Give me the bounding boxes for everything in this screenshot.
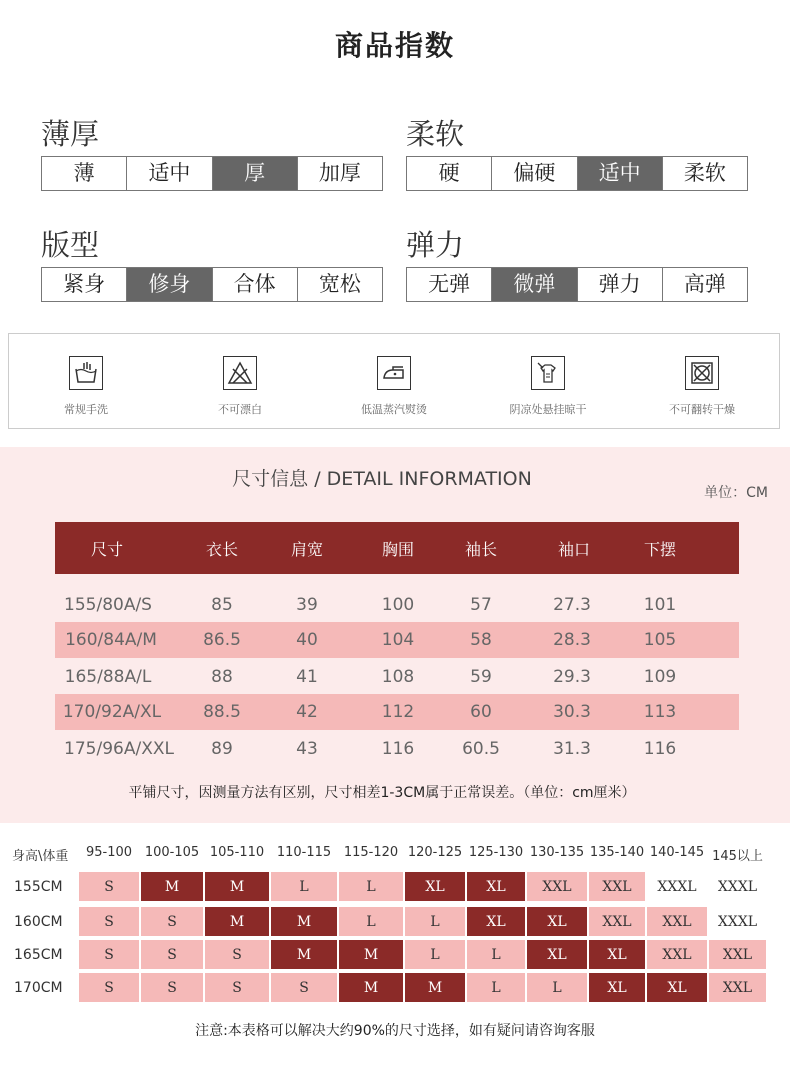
no-tumble-dry-icon (685, 356, 719, 390)
weight-header: 125-130 (468, 845, 524, 860)
weight-header: 145以上 (712, 849, 763, 864)
corner-label: 身高\体重 (12, 849, 69, 864)
size-cell: S (78, 939, 140, 970)
page-title: 商品指数 (334, 29, 455, 62)
size-cell: L (338, 871, 404, 902)
size-cell: XXL (588, 906, 646, 937)
size-cell: XL (404, 871, 466, 902)
weight-header: 140-145 (649, 845, 705, 860)
scale-option-selected: 修身 (126, 268, 211, 301)
table-cell: 39 (296, 595, 318, 615)
thickness-scale (41, 156, 383, 191)
table-cell: 116 (381, 739, 415, 759)
height-label: 160CM (14, 914, 63, 930)
scale-option-selected: 微弹 (491, 268, 576, 301)
size-cell: M (270, 906, 338, 937)
table-cell: 41 (296, 667, 318, 687)
care-item (471, 334, 625, 428)
care-label: 常规手洗 (64, 403, 108, 416)
care-label: 不可漂白 (218, 403, 262, 416)
table-cell: 109 (643, 667, 677, 687)
size-cell: S (140, 972, 204, 1003)
scale-option: 无弹 (428, 272, 471, 296)
table-cell: 59 (470, 667, 492, 687)
table-cell: 85 (211, 595, 233, 615)
scale-option: 合体 (212, 268, 297, 301)
softness-scale (406, 156, 748, 191)
scale-option: 柔软 (662, 157, 747, 190)
size-cell: L (270, 871, 338, 902)
low-iron-icon (377, 356, 411, 390)
header-cell: 尺寸 (90, 539, 123, 559)
size-cell: S (204, 972, 270, 1003)
header-cell: 袖口 (557, 539, 590, 559)
table-row (55, 587, 739, 623)
care-instructions (8, 333, 780, 429)
header-cell: 衣长 (205, 539, 238, 559)
table-cell: 101 (643, 595, 677, 615)
table-cell: 30.3 (553, 702, 591, 722)
table-row (55, 622, 739, 658)
header-cell: 胸围 (381, 539, 414, 559)
scale-option: 薄 (73, 161, 95, 185)
care-item (317, 334, 471, 428)
size-cell: S (78, 972, 140, 1003)
weight-header: 105-110 (209, 845, 265, 860)
recommend-note: 注意:本表格可以解决大约90%的尺寸选择，如有疑问请咨询客服 (195, 1023, 595, 1039)
elasticity-scale (406, 267, 748, 302)
table-cell: 29.3 (553, 667, 591, 687)
size-cell: S (270, 972, 338, 1003)
size-cell: M (204, 906, 270, 937)
size-cell: L (466, 939, 526, 970)
header-cell: 肩宽 (290, 539, 323, 559)
table-cell: 100 (381, 595, 415, 615)
recommend-header (0, 845, 790, 865)
size-cell: S (78, 871, 140, 902)
table-cell: 104 (381, 630, 415, 650)
weight-header: 110-115 (276, 845, 332, 860)
size-cell: XL (588, 939, 646, 970)
care-item (9, 334, 163, 428)
size-cell: XL (466, 906, 526, 937)
table-cell: 113 (643, 702, 677, 722)
attribute-thickness (41, 112, 383, 191)
size-info-section (0, 447, 790, 823)
care-item (163, 334, 317, 428)
care-label: 阴凉处悬挂晾干 (509, 403, 587, 416)
size-cell: XL (526, 939, 588, 970)
table-cell: 89 (211, 739, 233, 759)
hang-dry-shade-icon (531, 356, 565, 390)
size-cell: M (338, 939, 404, 970)
size-cell: L (526, 972, 588, 1003)
attribute-label: 柔软 (406, 117, 465, 151)
table-cell: 43 (296, 739, 318, 759)
table-cell: 88.5 (203, 702, 241, 722)
table-cell: 116 (643, 739, 677, 759)
table-row (55, 659, 739, 695)
table-cell: 27.3 (553, 595, 591, 615)
size-cell: XL (588, 972, 646, 1003)
table-cell: 88 (211, 667, 233, 687)
attribute-label: 薄厚 (41, 117, 100, 151)
size-cell: XXL (708, 939, 767, 970)
size-cell: L (466, 972, 526, 1003)
table-cell: 175/96A/XXL (64, 739, 174, 759)
size-cell: XL (646, 972, 708, 1003)
height-label: 170CM (14, 980, 63, 996)
table-cell: 108 (381, 667, 415, 687)
size-note: 平铺尺寸，因测量方法有区别，尺寸相差1-3CM属于正常误差。（单位：cm厘米） (128, 785, 636, 801)
table-cell: 42 (296, 702, 318, 722)
size-cell: XXXL (708, 906, 767, 937)
height-label: 155CM (14, 879, 63, 895)
scale-option: 加厚 (297, 157, 382, 190)
size-cell: XXXL (708, 871, 767, 902)
table-cell: 165/88A/L (64, 667, 152, 687)
attribute-fit (41, 223, 383, 302)
table-cell: 28.3 (553, 630, 591, 650)
size-cell: XL (466, 871, 526, 902)
weight-header: 135-140 (589, 845, 645, 860)
table-cell: 155/80A/S (64, 595, 152, 615)
no-bleach-icon (223, 356, 257, 390)
size-cell: XXL (646, 939, 708, 970)
attribute-softness (406, 112, 748, 191)
size-info-title: 尺寸信息 / DETAIL INFORMATION (232, 468, 532, 490)
care-item (625, 334, 779, 428)
unit-label: 单位：CM (704, 485, 768, 501)
size-cell: XL (526, 906, 588, 937)
size-cell: S (78, 906, 140, 937)
size-table-header (55, 522, 739, 574)
header-cell: 袖长 (464, 539, 497, 559)
size-cell: S (204, 939, 270, 970)
size-cell: M (338, 972, 404, 1003)
fit-scale (41, 267, 383, 302)
size-cell: L (404, 906, 466, 937)
size-cell: XXL (646, 906, 708, 937)
size-cell: S (140, 939, 204, 970)
scale-option: 弹力 (577, 268, 662, 301)
table-cell: 31.3 (553, 739, 591, 759)
size-cell: L (338, 906, 404, 937)
table-cell: 57 (470, 595, 492, 615)
size-cell: M (140, 871, 204, 902)
care-label: 不可翻转干燥 (669, 403, 735, 416)
weight-header: 115-120 (343, 845, 399, 860)
scale-option-selected: 厚 (212, 157, 297, 190)
scale-option: 适中 (126, 157, 211, 190)
size-cell: M (270, 939, 338, 970)
table-row (55, 694, 739, 730)
scale-option: 紧身 (63, 272, 106, 296)
attribute-label: 弹力 (406, 228, 465, 262)
table-cell: 86.5 (203, 630, 241, 650)
scale-option: 宽松 (297, 268, 382, 301)
table-cell: 170/92A/XL (62, 702, 162, 722)
table-cell: 112 (381, 702, 415, 722)
size-cell: XXL (526, 871, 588, 902)
header-cell: 下摆 (643, 539, 676, 559)
attribute-elasticity (406, 223, 748, 302)
height-label: 165CM (14, 947, 63, 963)
size-cell: L (404, 939, 466, 970)
attribute-label: 版型 (41, 228, 100, 262)
table-cell: 105 (643, 630, 677, 650)
scale-option-selected: 适中 (577, 157, 662, 190)
size-cell: S (140, 906, 204, 937)
hand-wash-icon (69, 356, 103, 390)
table-cell: 160/84A/M (65, 630, 157, 650)
scale-option: 高弹 (662, 268, 747, 301)
weight-header: 120-125 (407, 845, 463, 860)
table-cell: 60 (470, 702, 492, 722)
size-cell: M (204, 871, 270, 902)
size-cell: XXXL (646, 871, 708, 902)
size-cell: XXL (588, 871, 646, 902)
table-cell: 58 (470, 630, 492, 650)
scale-option: 硬 (438, 161, 460, 185)
care-label: 低温蒸汽熨烫 (361, 403, 427, 416)
weight-header: 130-135 (529, 845, 585, 860)
weight-header: 100-105 (144, 845, 200, 860)
table-cell: 40 (296, 630, 318, 650)
scale-option: 偏硬 (491, 157, 576, 190)
size-cell: XXL (708, 972, 767, 1003)
table-row (55, 731, 739, 767)
size-cell: M (404, 972, 466, 1003)
table-cell: 60.5 (462, 739, 500, 759)
weight-header: 95-100 (85, 845, 133, 860)
